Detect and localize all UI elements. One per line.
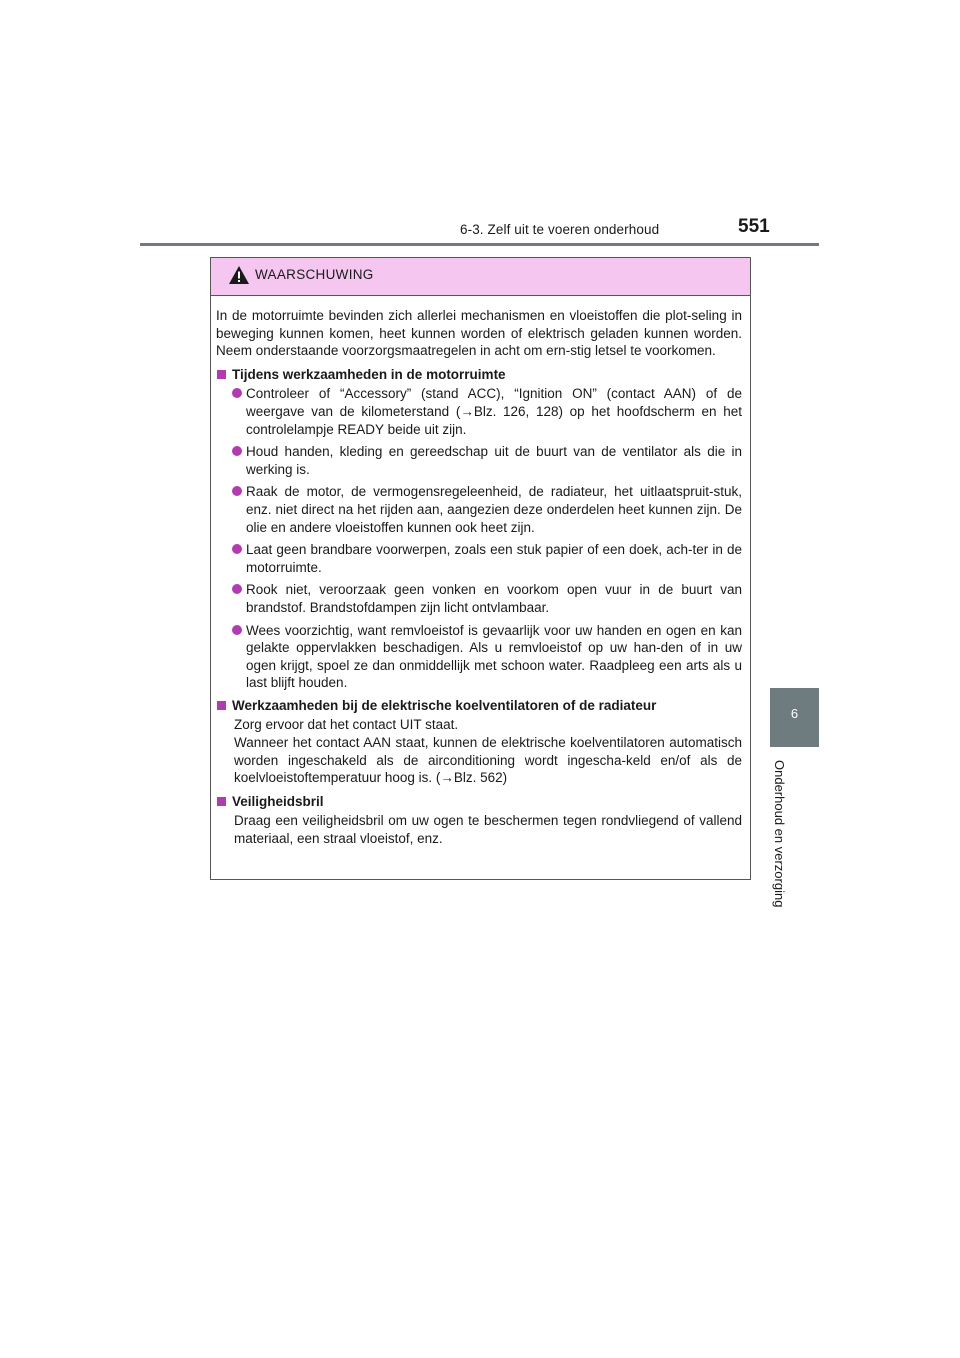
square-bullet-icon — [217, 701, 226, 710]
section-text-cooling-fans — [216, 716, 742, 786]
section-line: Zorg ervoor dat het contact UIT staat. — [234, 717, 459, 733]
list-item-text: Laat geen brandbare voorwerpen, zoals een stuk papier of een doek, ach-ter in de motorruimte. — [246, 542, 742, 575]
list-item-text: Wees voorzichtig, want remvloeistof is gevaarlijk voor uw handen en ogen en kan gelakte oppervlakken beschadigen. Als u remvloeistof op uw han-den of in uw ogen krijgt, spoel ze dan onmiddellijk met schoon water. Raadpleeg een arts als u last blijft houden. — [246, 622, 742, 691]
warning-intro: In de motorruimte bevinden zich allerlei mechanismen en vloeistoffen die plot-seling in beweging kunnen komen, heet kunnen worden of elektrisch geladen kunnen worden. Neem onderstaande voorzorgsmaatregelen in acht om ern-stig letsel te voorkomen. — [216, 308, 742, 359]
list-item — [216, 541, 742, 576]
section-line: Wanneer het contact AAN staat, kunnen de elektrische koelventilatoren automatisch worden ingeschakeld als de airconditioning wordt ingescha-keld en/of als de koelvloeistoftemperatuur hoog is. (→Blz. 562) — [234, 735, 742, 786]
chapter-number: 6 — [790, 706, 799, 721]
list-item — [216, 385, 742, 438]
list-item — [216, 581, 742, 616]
section-line: Draag een veiligheidsbril om uw ogen te beschermen tegen rondvliegend of vallend materiaal, een straal vloeistof, enz. — [234, 813, 742, 847]
list-item-text: Houd handen, kleding en gereedschap uit de buurt van de ventilator als die in werking is. — [246, 444, 742, 477]
circle-bullet-icon — [232, 584, 242, 594]
circle-bullet-icon — [232, 486, 242, 496]
section-header-title: 6-3. Zelf uit te voeren onderhoud — [460, 222, 660, 237]
chapter-title: Onderhoud en verzorging — [772, 760, 787, 908]
section-title-cooling-fans — [216, 697, 742, 715]
section-text-safety-glasses — [216, 812, 742, 847]
section-title-text: Werkzaamheden bij de elektrische koelventilatoren of de radiateur — [232, 697, 657, 713]
section-title-text: Veiligheidsbril — [232, 793, 324, 809]
square-bullet-icon — [217, 797, 226, 806]
square-bullet-icon — [217, 370, 226, 379]
page-number: 551 — [738, 216, 770, 237]
list-item — [216, 443, 742, 478]
circle-bullet-icon — [232, 446, 242, 456]
section-title-text: Tijdens werkzaamheden in de motorruimte — [232, 366, 506, 382]
section-title-engine-bay — [216, 366, 742, 384]
warning-box — [210, 257, 751, 880]
circle-bullet-icon — [232, 544, 242, 554]
warning-label: WAARSCHUWING — [255, 267, 374, 282]
warning-body — [211, 296, 750, 848]
list-item-text: Rook niet, veroorzaak geen vonken en voorkom open vuur in de buurt van brandstof. Brandstofdampen zijn licht ontvlambaar. — [246, 582, 742, 615]
warning-header — [211, 258, 750, 296]
list-item-text: Raak de motor, de vermogensregeleenheid, de radiateur, het uitlaatspruit-stuk, enz. niet direct na het rijden aan, aangezien deze onderdelen heet kunnen zijn. De olie en andere vloeistoffen kunnen ook heet zijn. — [246, 484, 742, 535]
list-item — [216, 483, 742, 536]
circle-bullet-icon — [232, 388, 242, 398]
header-divider — [140, 243, 819, 246]
list-item — [216, 622, 742, 692]
warning-triangle-icon — [228, 265, 250, 285]
chapter-title-container — [772, 760, 805, 930]
circle-bullet-icon — [232, 625, 242, 635]
section-title-safety-glasses — [216, 793, 742, 811]
list-item-text: Controleer of “Accessory” (stand ACC), “Ignition ON” (contact AAN) of de weergave van de kilometerstand (→Blz. 126, 128) op het hoofdscherm en het controlelampje READY beide uit zijn. — [246, 386, 742, 437]
chapter-tab — [770, 688, 819, 747]
